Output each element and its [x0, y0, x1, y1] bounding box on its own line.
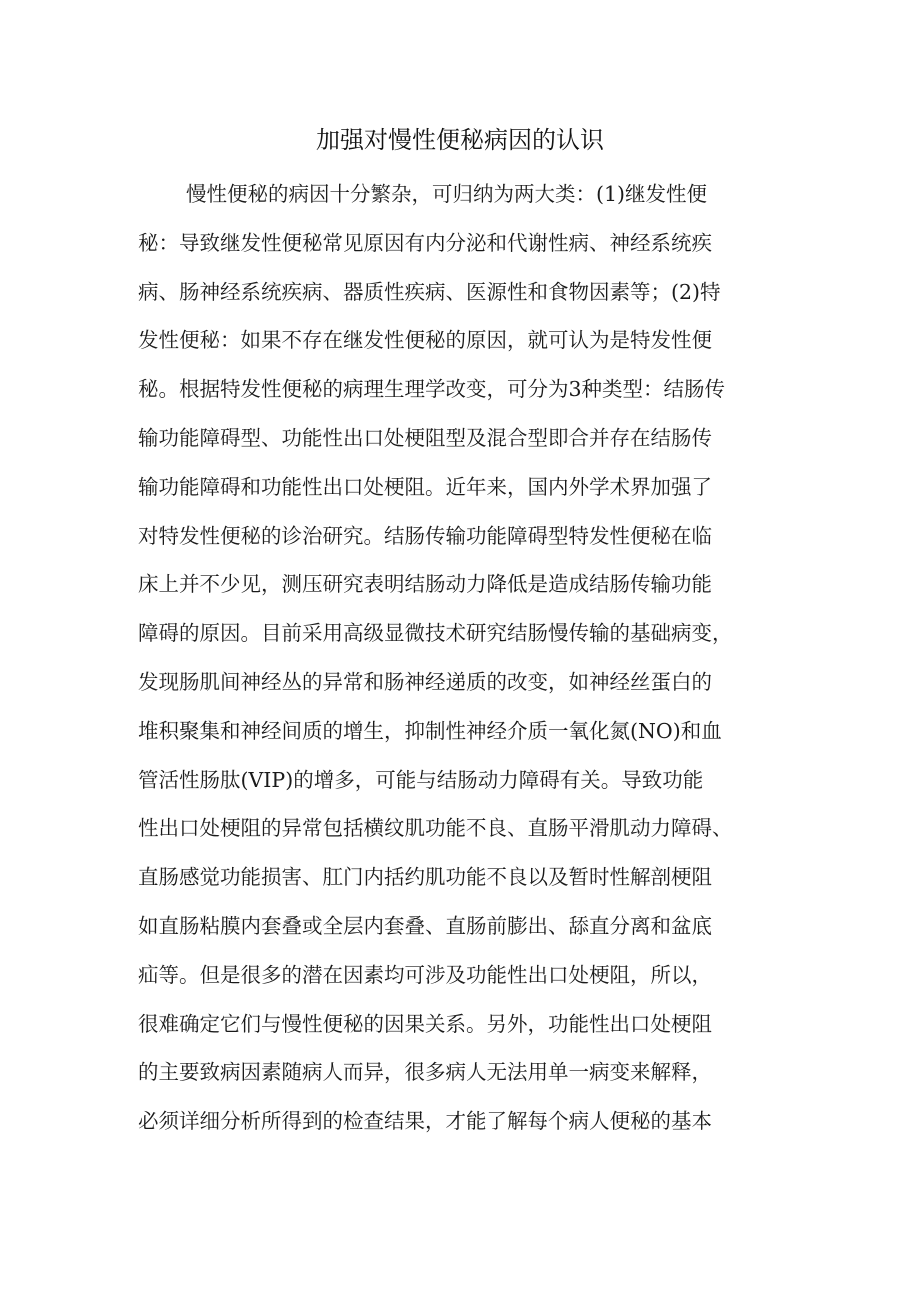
body-line: 秘。根据特发性便秘的病理生理学改变，可分为3种类型：结肠传 [138, 377, 726, 402]
body-line: 发现肠肌间神经丛的异常和肠神经递质的改变，如神经丝蛋白的 [138, 669, 712, 694]
body-line: 性出口处梗阻的异常包括横纹肌功能不良、直肠平滑肌动力障碍、 [138, 816, 733, 841]
body-line: 慢性便秘的病因十分繁杂，可归纳为两大类：(1)继发性便 [186, 182, 708, 206]
document-body [138, 170, 793, 1146]
body-line: 床上并不少见，测压研究表明结肠动力降低是造成结肠传输功能 [138, 572, 712, 597]
body-line: 障碍的原因。目前采用高级显微技术研究结肠慢传输的基础病变， [138, 621, 733, 646]
body-line: 疝等。但是很多的潜在因素均可涉及功能性出口处梗阻，所以， [138, 962, 712, 987]
document-title: 加强对慢性便秘病因的认识 [316, 126, 604, 154]
body-line: 秘：导致继发性便秘常见原因有内分泌和代谢性病、神经系统疾 [138, 230, 712, 255]
body-line: 发性便秘：如果不存在继发性便秘的原因，就可认为是特发性便 [138, 328, 712, 353]
body-line: 堆积聚集和神经间质的增生，抑制性神经介质一氧化氮(NO)和血 [138, 718, 722, 743]
body-line: 管活性肠肽(VIP)的增多，可能与结肠动力障碍有关。导致功能 [138, 767, 704, 792]
body-line: 输功能障碍型、功能性出口处梗阻型及混合型即合并存在结肠传 [138, 425, 712, 450]
body-line: 直肠感觉功能损害、肛门内括约肌功能不良以及暂时性解剖梗阻 [138, 865, 712, 890]
body-line: 的主要致病因素随病人而异，很多病人无法用单一病变来解释， [138, 1060, 712, 1085]
body-line: 如直肠粘膜内套叠或全层内套叠、直肠前膨出、舔直分离和盆底 [138, 913, 712, 938]
body-line: 输功能障碍和功能性出口处梗阻。近年来，国内外学术界加强了 [138, 474, 712, 499]
body-line: 对特发性便秘的诊治研究。结肠传输功能障碍型特发性便秘在临 [138, 523, 712, 548]
body-line: 病、肠神经系统疾病、器质性疾病、医源性和食物因素等；(2)特 [138, 279, 721, 304]
body-line: 很难确定它们与慢性便秘的因果关系。另外，功能性出口处梗阻 [138, 1011, 712, 1036]
body-line: 必须详细分析所得到的检查结果，才能了解每个病人便秘的基本 [138, 1109, 712, 1134]
